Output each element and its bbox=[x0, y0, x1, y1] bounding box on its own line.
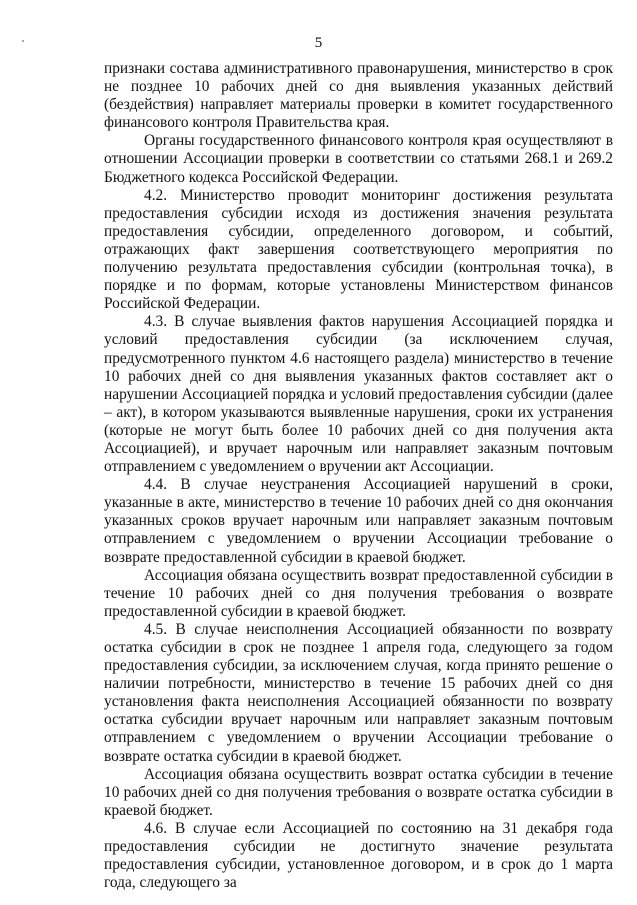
paragraph: 4.6. В случае если Ассоциацией по состоянию на 31 декабря года предоставления субсидии не достигнуто значение результата предоставления субсидии, установленное договором, и в срок до 1 марта года, следующего за bbox=[104, 819, 613, 892]
document-body bbox=[104, 60, 613, 892]
paragraph: Органы государственного финансового контроля края осуществляют в отношении Ассоциации проверки в соответствии со статьями 268.1 и 269.2 Бюджетного кодекса Российской Федерации. bbox=[104, 132, 613, 186]
paragraph: Ассоциация обязана осуществить возврат остатка субсидии в течение 10 рабочих дней со дня получения требования о возврате остатка субсидии в краевой бюджет. bbox=[104, 765, 613, 819]
page-number: 5 bbox=[314, 35, 323, 51]
paragraph: 4.2. Министерство проводит мониторинг достижения результата предоставления субсидии исходя из достижения значения результата предоставления субсидии, определенного договором, и событий, отражающих факт завершения соответствующего мероприятия по получению результата предоставления субсидии (контрольная точка), в порядке и по формам, которые установлены Министерством финансов Российской Федерации. bbox=[104, 186, 613, 313]
paragraph: 4.3. В случае выявления фактов нарушения Ассоциацией порядка и условий предоставления субсидии (за исключением случая, предусмотренного пунктом 4.6 настоящего раздела) министерство в течение 10 рабочих дней со дня выявления указанных фактов составляет акт о нарушении Ассоциацией порядка и условий предоставления субсидии (далее – акт), в котором указываются выявленные нарушения, сроки их устранения (которые не могут быть более 10 рабочих дней со дня получения акта Ассоциацией), и вручает нарочным или направляет заказным почтовым отправлением с уведомлением о вручении акт Ассоциации. bbox=[104, 313, 613, 476]
paragraph: признаки состава административного правонарушения, министерство в срок не позднее 10 рабочих дней со дня выявления указанных действий (бездействия) направляет материалы проверки в комитет государственного финансового контроля Правительства края. bbox=[104, 60, 613, 132]
paragraph: 4.4. В случае неустранения Ассоциацией нарушений в сроки, указанные в акте, министерство в течение 10 рабочих дней со дня окончания указанных сроков вручает нарочным или направляет заказным почтовым отправлением с уведомлением о вручении Ассоциации требование о возврате предоставленной субсидии в краевой бюджет. bbox=[104, 476, 613, 566]
paragraph: 4.5. В случае неисполнения Ассоциацией обязанности по возврату остатка субсидии в срок не позднее 1 апреля года, следующего за годом предоставления субсидии, за исключением случая, когда принято решение о наличии потребности, министерство в течение 15 рабочих дней со дня установления факта неисполнения Ассоциацией обязанности по возврату остатка субсидии вручает нарочным или направляет заказным почтовым отправлением с уведомлением о вручении Ассоциации требование о возврате остатка субсидии в краевой бюджет. bbox=[104, 620, 613, 765]
paragraph: Ассоциация обязана осуществить возврат предоставленной субсидии в течение 10 рабочих дней со дня получения требования о возврате предоставленной субсидии в краевой бюджет. bbox=[104, 566, 613, 620]
